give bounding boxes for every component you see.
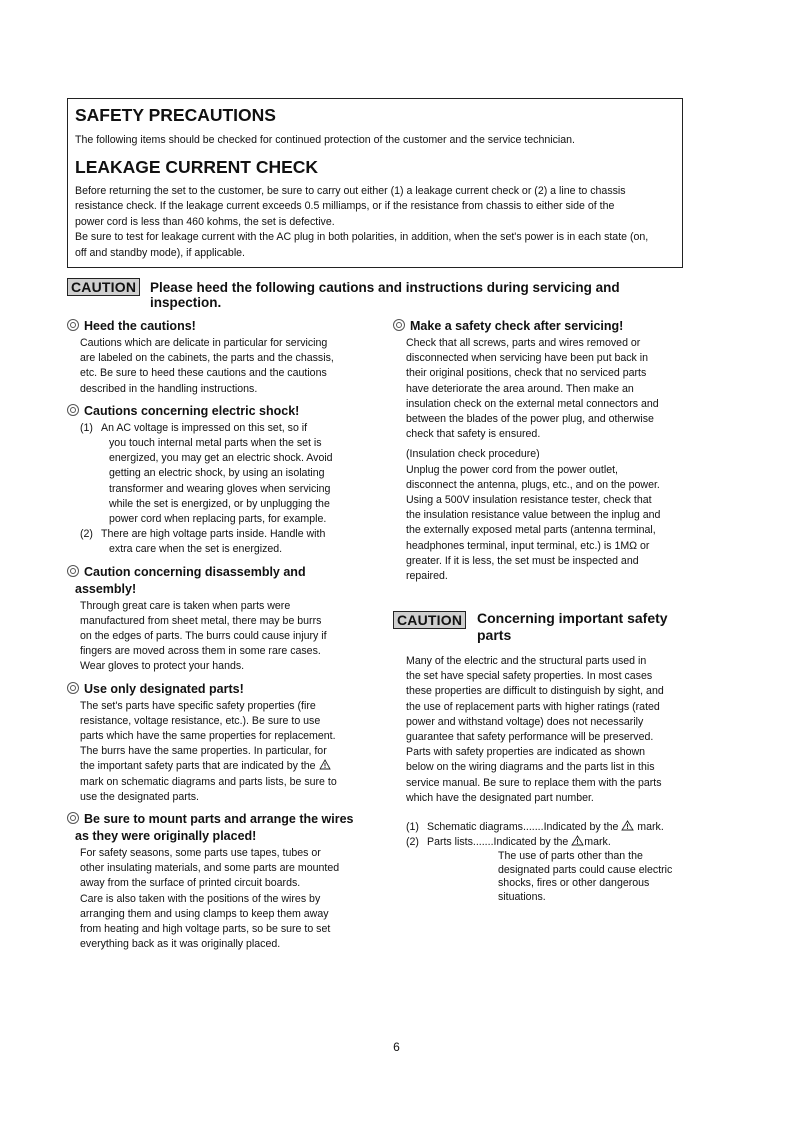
double-circle-icon (67, 682, 79, 694)
list-item: (1) An AC voltage is impressed on this set, so if you touch internal metal parts when the set is energized, you may get an electric shock. Avoid getting an electric shock, by using an isolating transformer and wearing gloves when servicing while the set is energized, or by unplugging the power cord when replacing parts, for example. (80, 421, 333, 526)
safety-intro: The following items should be checked for continued protection of the customer and the service technician. (75, 134, 575, 146)
list-note: The use of parts other than the designated parts could cause electric shocks, fires or other dangerous situations. (498, 850, 673, 903)
page-number: 6 (393, 1040, 400, 1054)
list-item: (1) Schematic diagrams.......Indicated by the mark. (406, 821, 664, 834)
right-column (393, 318, 693, 590)
section-body-shock (80, 421, 367, 558)
section-title-disassembly: Caution concerning disassembly and assembly! (67, 564, 367, 598)
warning-triangle-icon (571, 835, 584, 846)
warning-triangle-icon (621, 820, 634, 831)
list-item: (2) There are high voltage parts inside. Handle with extra care when the set is energized. (80, 528, 326, 556)
double-circle-icon (67, 319, 79, 331)
double-circle-icon (67, 565, 79, 577)
list-item: (2) Parts lists.......Indicated by the mark. (406, 836, 611, 849)
double-circle-icon (67, 812, 79, 824)
section-title-shock: Cautions concerning electric shock! (67, 403, 367, 420)
double-circle-icon (393, 319, 405, 331)
important-parts-heading: Concerning important safety parts (477, 610, 668, 643)
warning-triangle-icon (319, 759, 331, 770)
section-title-check: Make a safety check after servicing! (393, 318, 693, 335)
section-title-designated: Use only designated parts! (67, 681, 367, 698)
section-body-heed: Cautions which are delicate in particular for servicing are labeled on the cabinets, the parts and the chassis, etc. Be sure to heed these cautions and the cautions described in the handling instructions. (80, 337, 334, 395)
safety-precautions-box (67, 98, 683, 268)
section-body-disassembly: Through great care is taken when parts were manufactured from sheet metal, there may be burrs on the edges of parts. The burrs could cause injury if fingers are moved across them in some rare cases. Wear gloves to protect your hands. (80, 599, 327, 673)
section-title-heed: Heed the cautions! (67, 318, 367, 335)
caution-tag: CAUTION (67, 278, 140, 296)
section-body-check: Check that all screws, parts and wires removed or disconnected when servicing have been put back in their original positions, check that no serviced parts have deteriorate the area around. Then make an insulation check on the external metal connectors and between the blades of the power plug, and otherwise check that safety is ensured. (Insulation check procedure) Unplug the power cord from the power outlet, disconnect the antenna, plugs, etc., and on the power. Using a 500V insulation resistance tester, check that the insulation resistance value between the inplug and the externally exposed metal parts (antenna terminal, headphones terminal, input terminal, etc.) is 1MΩ or greater. If it is less, the set must be inspected and repaired. (406, 336, 693, 584)
procedure-title: (Insulation check procedure) (406, 448, 540, 461)
left-column (67, 318, 367, 959)
leakage-text: Before returning the set to the customer, be sure to carry out either (1) a leakage current check or (2) a line to chassis resistance check. If the leakage current exceeds 0.5 milliamps, or if the resistance from chassis to either side of the power cord is less than 460 kohms, the set is defective. Be sure to test for leakage current with the AC plug in both polarities, in addition, when the set's power is in each state (on, off and standby mode), if applicable. (75, 184, 649, 259)
section-body-wires: For safety seasons, some parts use tapes, tubes or other insulating materials, and some parts are mounted away from the surface of printed circuit boards. Care is also taken with the positions of the wires by arranging them and using clamps to keep them away from heating and high voltage parts, so be sure to set everything back as it was originally placed. (80, 847, 340, 951)
safety-precautions-title: SAFETY PRECAUTIONS (75, 105, 276, 125)
leakage-current-title: LEAKAGE CURRENT CHECK (75, 156, 319, 177)
caution-tag: CAUTION (393, 611, 466, 629)
double-circle-icon (67, 404, 79, 416)
caution-heading: Please heed the following cautions and instructions during servicing and inspection. (150, 280, 620, 310)
section-title-wires: Be sure to mount parts and arrange the wires as they were originally placed! (67, 811, 367, 845)
important-parts-body: Many of the electric and the structural parts used in the set have special safety properties. In most cases these properties are difficult to distinguish by sight, and the use of replacement parts with higher ratings (rated power and withstand voltage) does not necessarily guarantee that safety performance will be preserved. Parts with safety properties are indicated as shown below on the wiring diagrams and the parts list in this service manual. Be sure to replace them with the parts which have the designated part number. (1) Schematic diagrams.......Indicated by the mark. (2) Parts lists.......Indicated by the mark. The use of parts other than the designated parts could cause electric shocks, fires or other dangerous situations. (406, 654, 696, 904)
section-body-designated: The set's parts have specific safety properties (fire resistance, voltage resistance, etc.). Be sure to use parts which have the same properties for replacement. The burrs have the same properties. In particular, for the important safety parts that are indicated by the mark on schematic diagrams and parts lists, be sure to use the designated parts. (80, 699, 337, 803)
